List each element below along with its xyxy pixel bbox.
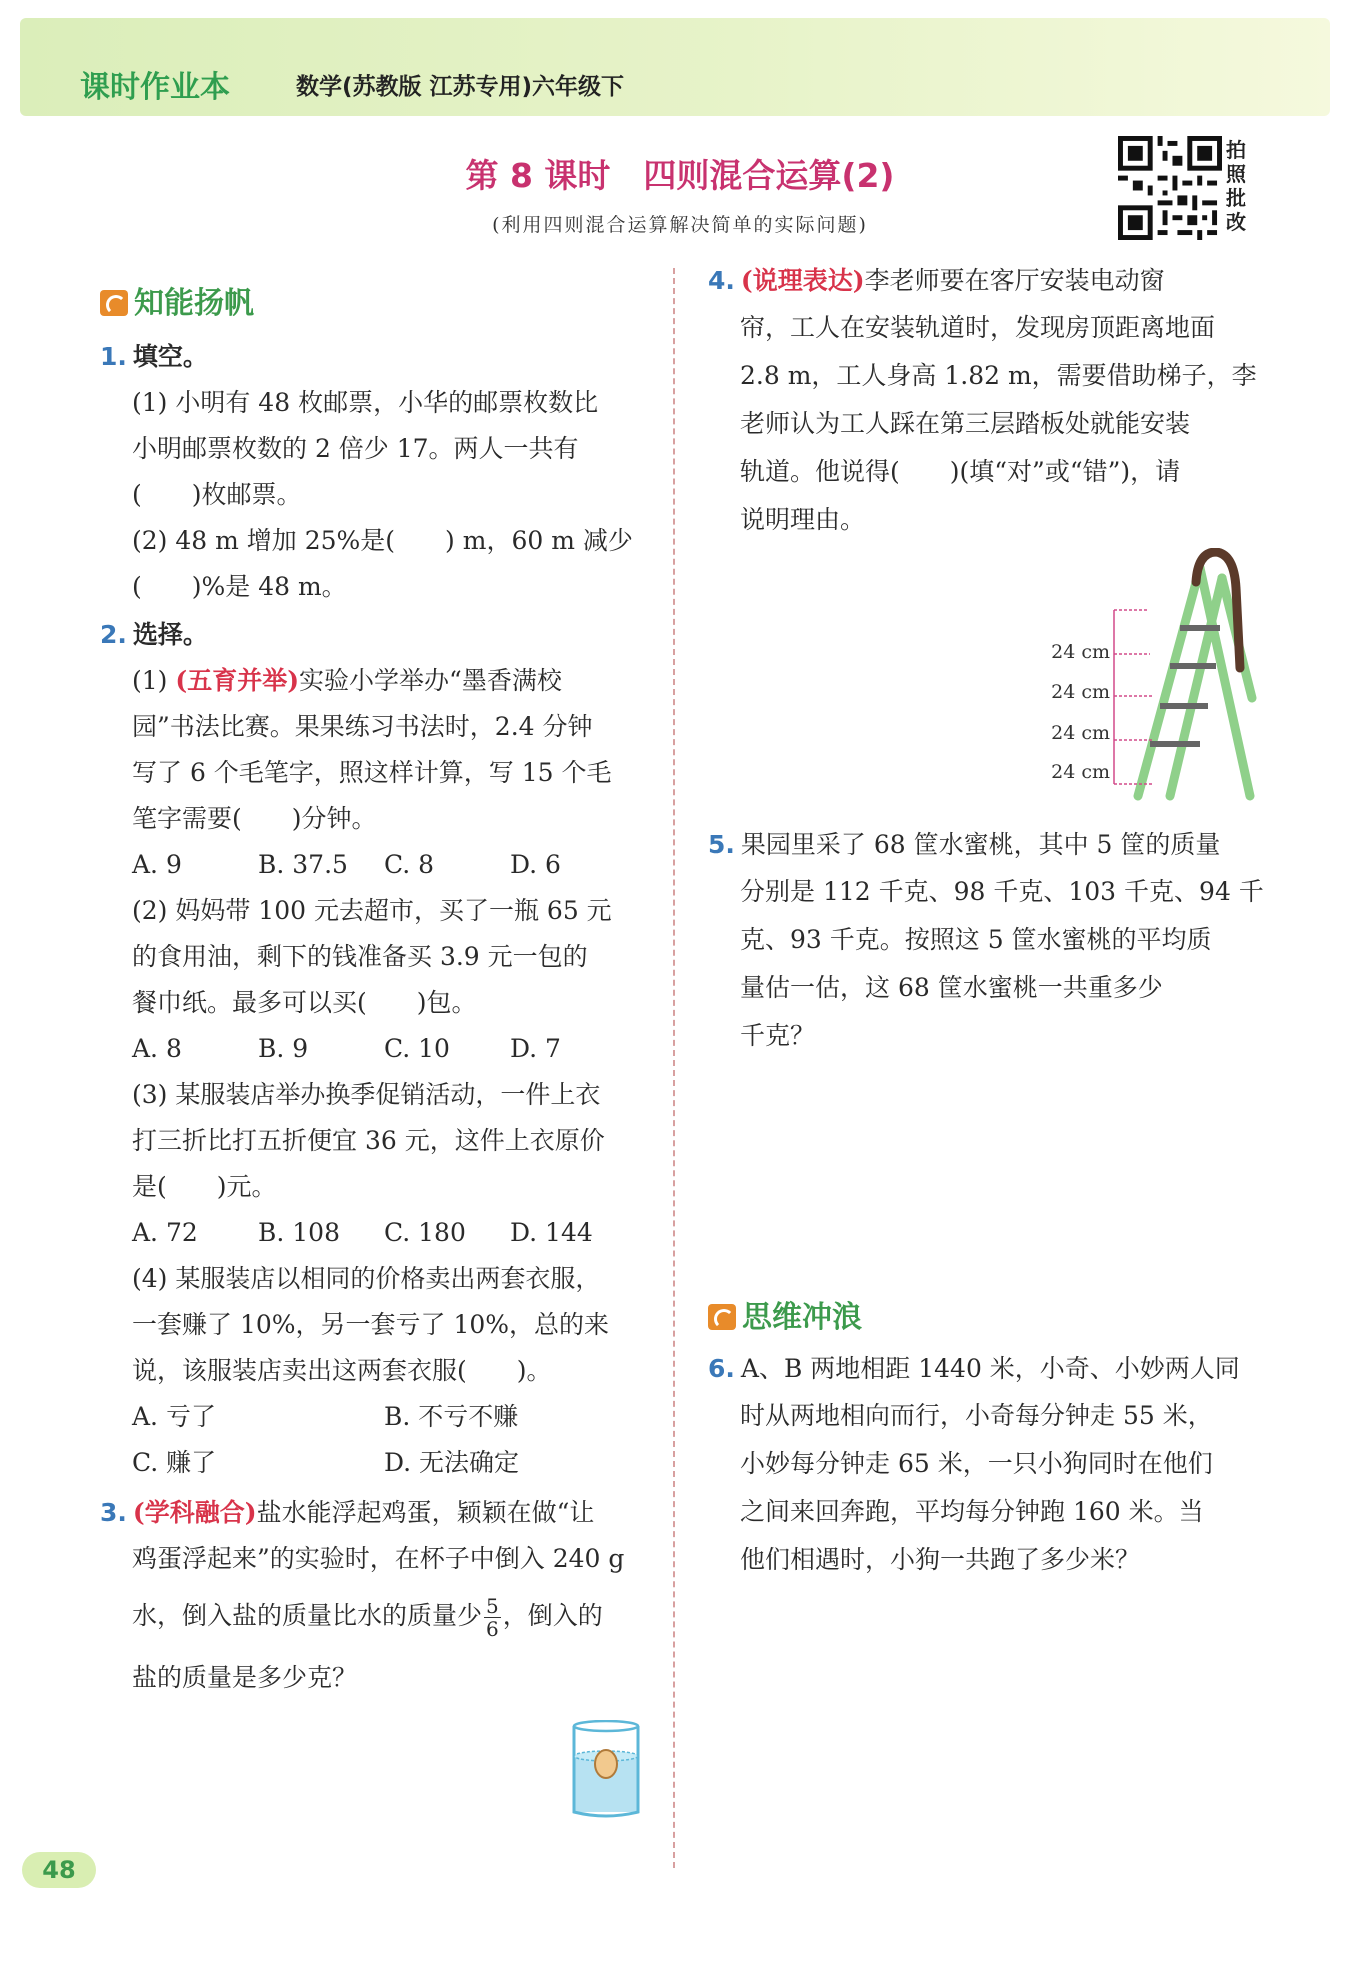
qr-caption: 拍 照 批 改 <box>1226 138 1246 234</box>
question-6: 6. A、B 两地相距 1440 米，小奇、小妙两人同 时从两地相向而行，小奇每分钟走 55 米， 小妙每分钟走 65 米，一只小狗同时在他们 之间来回奔跑，平均每分钟跑 160 米。当 他们相遇时，小狗一共跑了多少米？ <box>708 1354 1240 1574</box>
option-a[interactable]: A. 9 <box>132 850 182 879</box>
question-5: 5. 果园里采了 68 筐水蜜桃，其中 5 筐的质量 分别是 112 千克、98 千克、103 千克、94 千 克、93 千克。按照这 5 筐水蜜桃的平均质 量估一估，这 68 筐水蜜桃一共重多少 千克？ <box>708 830 1264 1050</box>
question-2-part-1: (1) (五育并举)实验小学举办“墨香满校 园”书法比赛。果果练习书法时，2.4 分钟 写了 6 个毛笔字，照这样计算，写 15 个毛 笔字需要( )分钟。 <box>132 666 612 833</box>
subject-label: 数学(苏教版 江苏专用)六年级下 <box>296 74 625 100</box>
question-2-part-2: (2) 妈妈带 100 元去超市，买了一瓶 65 元 的食用油，剩下的钱准备买 3.9 元一包的 餐巾纸。最多可以买( )包。 <box>132 896 612 1017</box>
option-b[interactable]: B. 37.5 <box>258 850 348 879</box>
ladder-step-label: 24 cm <box>1051 761 1110 783</box>
ladder-step-label: 24 cm <box>1051 722 1110 744</box>
brand-title: 课时作业本 <box>80 70 230 105</box>
question-2-part-3: (3) 某服装店举办换季促销活动，一件上衣 打三折比打五折便宜 36 元，这件上衣原价 是( )元。 <box>132 1080 605 1201</box>
page-number: 48 <box>22 1852 96 1888</box>
option-d[interactable]: D. 7 <box>510 1034 561 1063</box>
option-c[interactable]: C. 8 <box>384 850 435 879</box>
question-1-body: (1) 小明有 48 枚邮票，小华的邮票枚数比 小明邮票枚数的 2 倍少 17。两人一共有 ( )枚邮票。 (2) 48 m 增加 25%是( ) m，60 m 减少 ( )%是 48 m。 <box>132 388 633 601</box>
ladder-figure <box>1030 548 1260 808</box>
option-a[interactable]: A. 8 <box>132 1034 182 1063</box>
lesson-subtitle: (利用四则混合运算解决简单的实际问题) <box>492 214 868 236</box>
option-c[interactable]: C. 赚了 <box>132 1448 217 1477</box>
question-2-part-4: (4) 某服装店以相同的价格卖出两套衣服， 一套赚了 10%，另一套亏了 10%，总的来 说，该服装店卖出这两套衣服( )。 <box>132 1264 610 1385</box>
column-divider <box>673 268 675 1868</box>
section-heading-thinking: 思维冲浪 <box>708 1292 862 1336</box>
question-2: 2. 选择。 <box>100 620 208 649</box>
option-c[interactable]: C. 10 <box>384 1034 450 1063</box>
question-3: 3. (学科融合)盐水能浮起鸡蛋，颖颖在做“让 鸡蛋浮起来”的实验时，在杯子中倒入 240 g 水，倒入盐的质量比水的质量少 $\frac{5}{6}$ ，倒入的 盐的质量是多少克？ <box>100 1498 625 1692</box>
option-b[interactable]: B. 9 <box>258 1034 309 1063</box>
option-d[interactable]: D. 144 <box>510 1218 593 1247</box>
qr-code-icon[interactable] <box>1118 136 1222 240</box>
wave-icon <box>708 1304 736 1330</box>
option-b[interactable]: B. 不亏不赚 <box>384 1402 519 1431</box>
lesson-title: 第 8 课时 四则混合运算(2) <box>465 156 895 195</box>
beaker-egg-icon <box>568 1720 644 1820</box>
option-d[interactable]: D. 无法确定 <box>384 1448 520 1477</box>
question-2-part-1-options <box>132 842 652 888</box>
option-d[interactable]: D. 6 <box>510 850 561 879</box>
option-b[interactable]: B. 108 <box>258 1218 340 1247</box>
question-2-part-2-options <box>132 1026 652 1072</box>
question-2-part-3-options <box>132 1210 652 1256</box>
sail-icon <box>100 290 128 316</box>
fraction: $\frac{5}{6}$ <box>486 1594 499 1641</box>
option-a[interactable]: A. 72 <box>132 1218 198 1247</box>
section-heading-knowledge: 知能扬帆 <box>100 278 254 322</box>
question-4: 4. (说理表达)李老师要在客厅安装电动窗 帘，工人在安装轨道时，发现房顶距离地面 2.8 m，工人身高 1.82 m，需要借助梯子，李 老师认为工人踩在第三层踏板处就能安装 轨道。他说得( )(填“对”或“错”)，请 说明理由。 <box>708 266 1257 534</box>
question-1: 1. 填空。 <box>100 342 208 371</box>
ladder-step-label: 24 cm <box>1051 641 1110 663</box>
option-a[interactable]: A. 亏了 <box>132 1402 216 1431</box>
question-2-part-4-options <box>132 1394 652 1486</box>
option-c[interactable]: C. 180 <box>384 1218 466 1247</box>
ladder-step-label: 24 cm <box>1051 681 1110 703</box>
